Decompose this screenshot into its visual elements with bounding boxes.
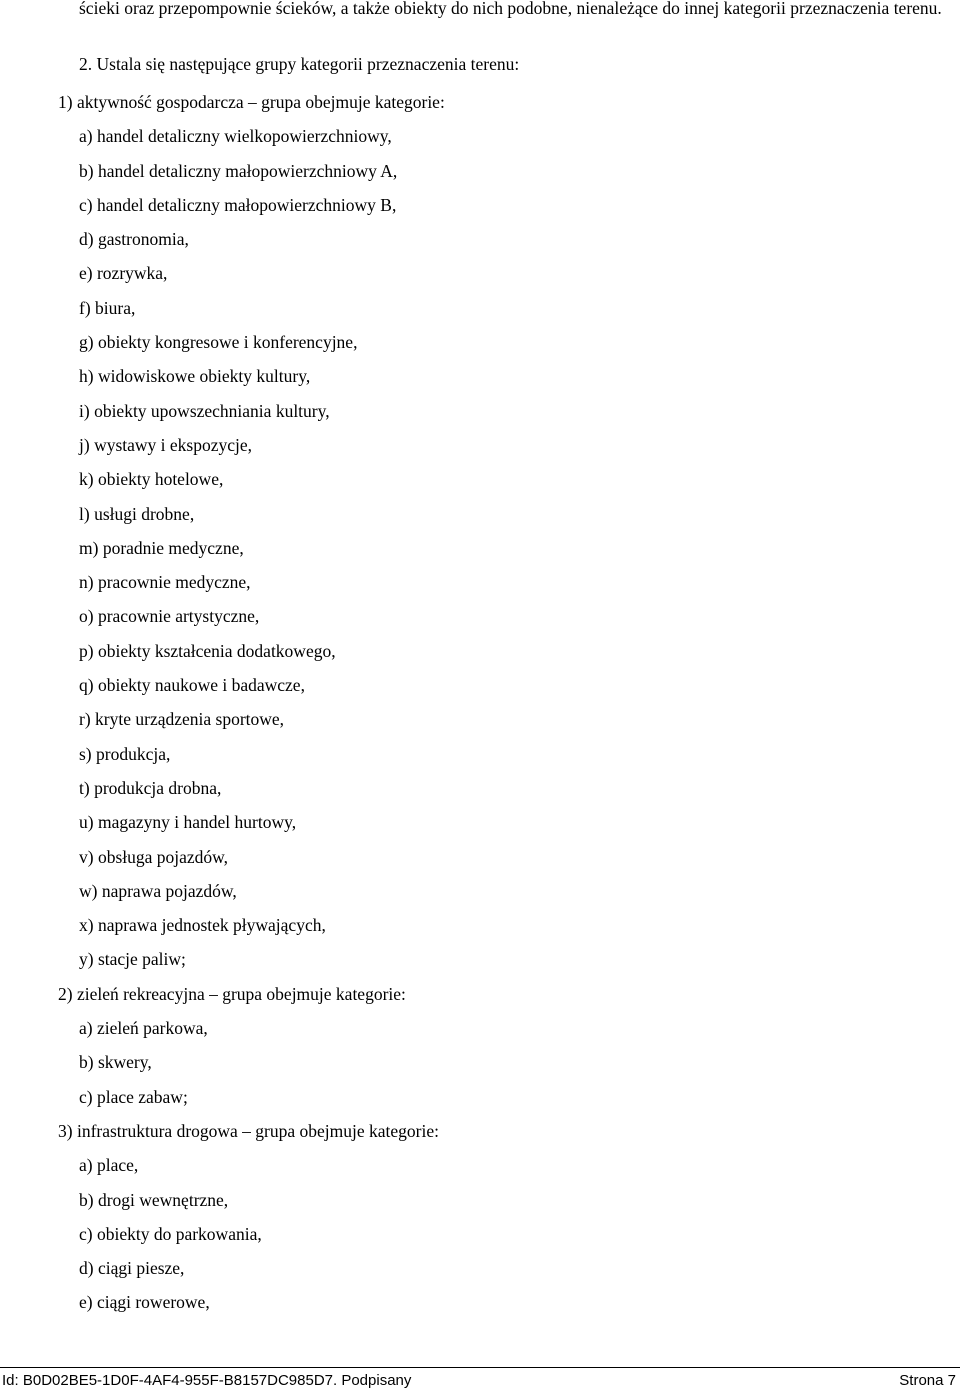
- list-item: l) usługi drobne,: [79, 503, 195, 524]
- list-item: d) gastronomia,: [79, 229, 189, 250]
- group-heading-road-infrastructure: 3) infrastruktura drogowa – grupa obejmuje kategorie:: [58, 1120, 439, 1141]
- list-item: u) magazyny i handel hurtowy,: [79, 812, 297, 833]
- list-item: w) naprawa pojazdów,: [79, 880, 237, 901]
- category-list: [0, 88, 960, 1323]
- list-item: b) handel detaliczny małopowierzchniowy A,: [79, 160, 398, 181]
- list-item: t) produkcja drobna,: [79, 777, 222, 798]
- list-item: e) ciągi rowerowe,: [79, 1292, 210, 1313]
- list-item: b) skwery,: [79, 1052, 152, 1073]
- list-item: x) naprawa jednostek pływających,: [79, 915, 326, 936]
- list-item: s) produkcja,: [79, 743, 171, 764]
- list-item: b) drogi wewnętrzne,: [79, 1189, 229, 1210]
- list-item: m) poradnie medyczne,: [79, 537, 244, 558]
- list-item: i) obiekty upowszechniania kultury,: [79, 400, 330, 421]
- list-item: q) obiekty naukowe i badawcze,: [79, 675, 305, 696]
- list-item: a) handel detaliczny wielkopowierzchniowy,: [79, 126, 392, 147]
- list-item: j) wystawy i ekspozycje,: [79, 434, 253, 455]
- list-item: v) obsługa pojazdów,: [79, 846, 229, 867]
- list-item: f) biura,: [79, 297, 136, 318]
- list-item: c) place zabaw;: [79, 1086, 188, 1107]
- list-item: n) pracownie medyczne,: [79, 572, 251, 593]
- group-heading-recreational-greenery: 2) zieleń rekreacyjna – grupa obejmuje kategorie:: [58, 983, 406, 1004]
- list-item: a) place,: [79, 1155, 139, 1176]
- list-item: g) obiekty kongresowe i konferencyjne,: [79, 332, 358, 353]
- intro-continuation: ścieki oraz przepompownie ścieków, a także obiekty do nich podobne, nienależące do innej kategorii przeznaczenia terenu.: [79, 0, 942, 18]
- list-item: k) obiekty hotelowe,: [79, 469, 224, 490]
- paragraph-2: 2. Ustala się następujące grupy kategorii przeznaczenia terenu:: [79, 54, 520, 74]
- page-footer: [0, 1367, 960, 1392]
- page-number: Strona 7: [899, 1372, 956, 1389]
- list-item: p) obiekty kształcenia dodatkowego,: [79, 640, 336, 661]
- list-item: d) ciągi piesze,: [79, 1258, 185, 1279]
- list-item: h) widowiskowe obiekty kultury,: [79, 366, 311, 387]
- intro-text: [79, 0, 955, 20]
- list-item: a) zieleń parkowa,: [79, 1018, 208, 1039]
- list-item: e) rozrywka,: [79, 263, 168, 284]
- list-item: r) kryte urządzenia sportowe,: [79, 709, 285, 730]
- list-item: y) stacje paliw;: [79, 949, 186, 970]
- group-heading-economic-activity: 1) aktywność gospodarcza – grupa obejmuje kategorie:: [58, 92, 445, 112]
- document-id: Id: B0D02BE5-1D0F-4AF4-955F-B8157DC985D7. Podpisany: [2, 1372, 412, 1389]
- list-item: c) obiekty do parkowania,: [79, 1223, 262, 1244]
- list-item: o) pracownie artystyczne,: [79, 606, 260, 627]
- list-item: c) handel detaliczny małopowierzchniowy B,: [79, 194, 397, 215]
